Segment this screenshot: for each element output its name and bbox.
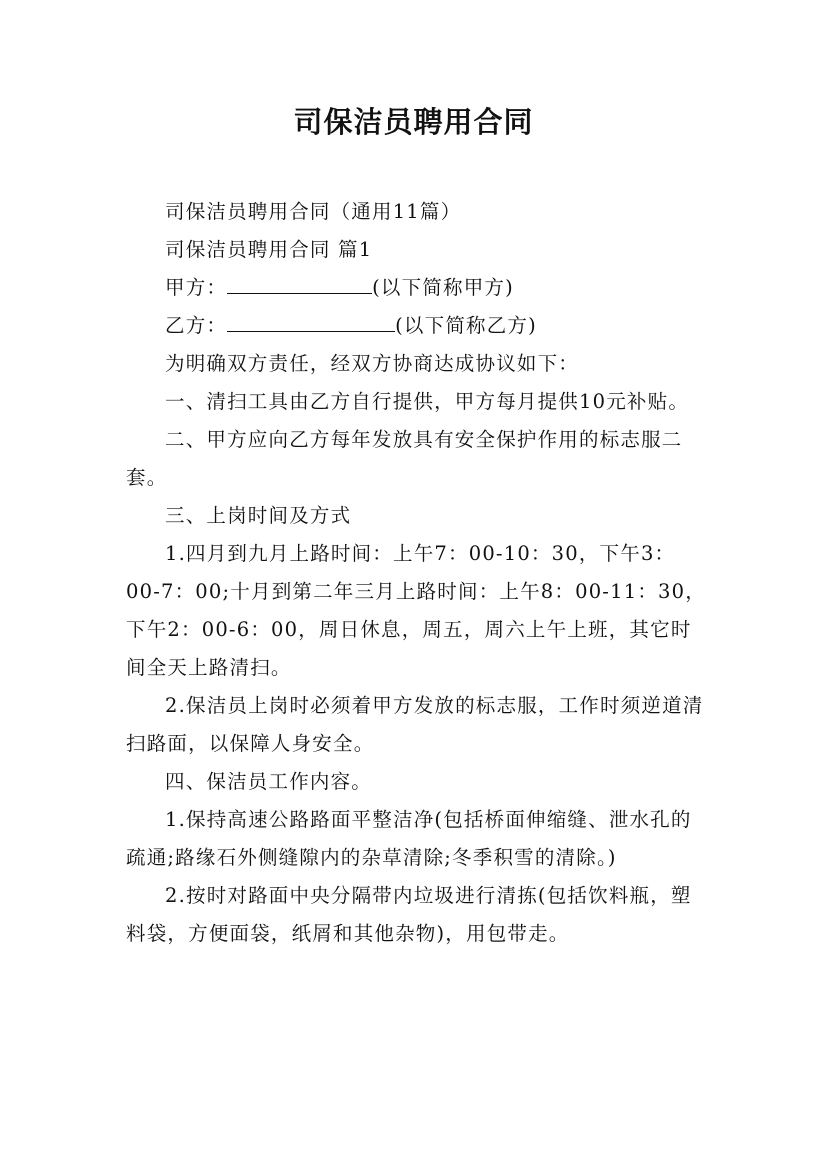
paragraph-clause-3-2: 2.保洁员上岗时必须着甲方发放的标志服，工作时须逆道清扫路面，以保障人身安全。	[126, 694, 704, 755]
paragraph-subtitle: 司保洁员聘用合同（通用11篇）	[165, 200, 462, 223]
party-a-label: 甲方：	[165, 276, 228, 299]
party-a-note: (以下简称甲方)	[372, 276, 514, 299]
paragraph-clause-3: 三、上岗时间及方式	[165, 504, 352, 527]
paragraph-clause-2: 二、甲方应向乙方每年发放具有安全保护作用的标志服二套。	[126, 428, 683, 489]
party-a-blank-line	[227, 273, 372, 294]
document-body	[126, 193, 706, 953]
paragraph-party-a	[126, 269, 706, 307]
paragraph-party-b	[126, 307, 706, 345]
party-b-blank-line	[227, 311, 395, 332]
paragraph-clause-3-1: 1.四月到九月上路时间：上午7：00-10：30，下午3：00-7：00;十月到第二年三月上路时间：上午8：00-11：30，下午2：00-6：00，周日休息，周五，周六上午上班，其它时间全天上路清扫。	[126, 542, 706, 679]
paragraph-intro: 为明确双方责任，经双方协商达成协议如下：	[165, 352, 580, 375]
paragraph-clause-1: 一、清扫工具由乙方自行提供，甲方每月提供10元补贴。	[165, 390, 690, 413]
party-b-note: (以下简称乙方)	[395, 314, 537, 337]
paragraph-clause-4-1: 1.保持高速公路路面平整洁净(包括桥面伸缩缝、泄水孔的疏通;路缘石外侧缝隙内的杂草清除;冬季积雪的清除。)	[126, 808, 692, 869]
paragraph-section-heading: 司保洁员聘用合同 篇1	[165, 238, 373, 261]
paragraph-clause-4-2: 2.按时对路面中央分隔带内垃圾进行清拣(包括饮料瓶，塑料袋，方便面袋，纸屑和其他杂物)，用包带走。	[126, 884, 692, 945]
document-title: 司保洁员聘用合同	[293, 105, 534, 139]
party-b-label: 乙方：	[165, 314, 228, 337]
paragraph-clause-4: 四、保洁员工作内容。	[165, 770, 373, 793]
